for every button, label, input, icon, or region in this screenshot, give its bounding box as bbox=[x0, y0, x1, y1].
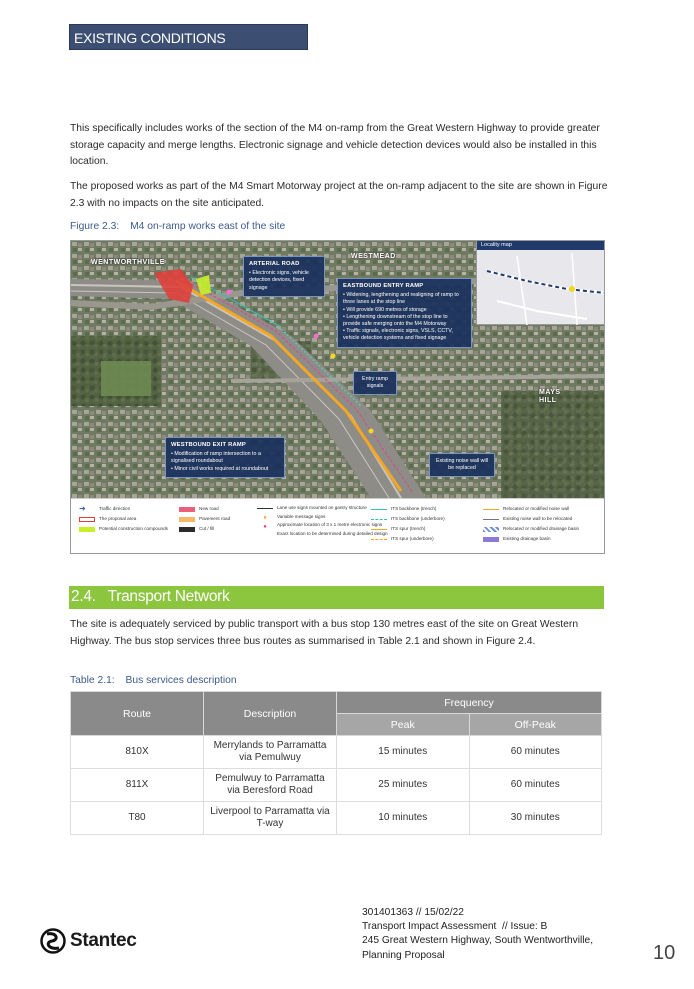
legend-item: Variable message signs bbox=[277, 513, 326, 519]
callout-item: • Traffic signals, electronic signs, VSLS, CCTV, vehicle detection systems and fixed signage bbox=[343, 328, 466, 342]
footer-document-info bbox=[362, 906, 593, 963]
callout-item: • Lengthening downstream of the stop line to provide safe merging onto the M4 Motorway bbox=[343, 314, 466, 328]
section-title: Transport Network bbox=[107, 588, 230, 605]
locality-map-image bbox=[477, 241, 605, 325]
legend-item: Exact location to be determined during detailed design bbox=[277, 530, 388, 536]
locality-map-title: Locality map bbox=[477, 241, 605, 250]
figure-title: M4 on-ramp works east of the site bbox=[130, 221, 286, 232]
cell-description: Merrylands to Parramatta via Pemulwuy bbox=[204, 736, 337, 769]
cell-route: T80 bbox=[71, 802, 204, 835]
cell-peak: 25 minutes bbox=[337, 769, 470, 802]
label-mays-hill: MAYS HILL bbox=[539, 389, 561, 404]
callout-arterial-road bbox=[243, 256, 325, 297]
cell-peak: 15 minutes bbox=[337, 736, 470, 769]
legend-item: ITS spur (trench) bbox=[391, 526, 426, 531]
table-caption bbox=[70, 675, 237, 686]
header-peak: Peak bbox=[337, 714, 470, 736]
section-number: 2.4. bbox=[71, 588, 96, 605]
legend-item: Pavement road bbox=[199, 516, 231, 521]
legend-item: Approximate location of 3 x 1 metre electronic signs bbox=[277, 522, 383, 528]
legend-item: ITS backbone (underbore) bbox=[391, 516, 445, 521]
cell-offpeak: 30 minutes bbox=[469, 802, 602, 835]
page-number: 10 bbox=[653, 942, 676, 964]
cell-offpeak: 60 minutes bbox=[469, 736, 602, 769]
legend-item: Existing noise wall to be relocated bbox=[503, 516, 573, 521]
footer-line: Transport Impact Assessment // Issue: B bbox=[362, 921, 548, 933]
legend-item: Relocated or modified drainage basin bbox=[503, 526, 580, 531]
header-frequency: Frequency bbox=[337, 692, 602, 714]
callout-westbound-title: WESTBOUND EXIT RAMP bbox=[171, 442, 246, 448]
header-description: Description bbox=[204, 692, 337, 736]
brand-name: Stantec bbox=[70, 930, 137, 951]
label-westmead: WESTMEAD bbox=[351, 253, 396, 260]
footer-line: 245 Great Western Highway, South Wentworthville, bbox=[362, 935, 594, 947]
callout-item: • Modification of ramp intersection to a signalised roundabout bbox=[171, 451, 279, 465]
legend-item: ITS backbone (trench) bbox=[391, 506, 437, 511]
bus-services-table bbox=[70, 691, 602, 835]
legend-item: Traffic direction bbox=[99, 506, 131, 511]
legend-column-2 bbox=[179, 504, 230, 534]
figure-caption bbox=[70, 221, 285, 232]
legend-item: Existing drainage basin bbox=[503, 536, 551, 541]
callout-entry-ramp-signals bbox=[353, 371, 397, 395]
callout-arterial-title: ARTERIAL ROAD bbox=[249, 261, 300, 267]
legend-column-3: Lane use signs mounted on gantry structure ● Variable message signs ● Approximate location of 3 x 1 metre electronic signs Exact location to be determined during detailed design bbox=[257, 504, 388, 538]
callout-westbound-exit-ramp bbox=[165, 437, 285, 478]
callout-item: • Widening, lengthening and realigning of ramp to three lanes at the stop line bbox=[343, 292, 466, 306]
callout-item: • Minor civil works required at roundabout bbox=[171, 466, 279, 473]
legend-column-5 bbox=[483, 504, 579, 544]
locality-map bbox=[476, 241, 605, 325]
table-title: Bus services description bbox=[125, 675, 237, 686]
legend-item: Lane use signs mounted on gantry structure bbox=[277, 505, 367, 510]
callout-noise-wall bbox=[429, 453, 495, 477]
table-row bbox=[71, 769, 602, 802]
callout-entry-signals-title: Entry ramp signals bbox=[362, 376, 388, 390]
legend-item: ITS spur (underbore) bbox=[391, 536, 434, 541]
legend-item: Relocated or modified noise wall bbox=[503, 506, 570, 511]
header-route: Route bbox=[71, 692, 204, 736]
cell-offpeak: 60 minutes bbox=[469, 769, 602, 802]
stantec-logo-icon bbox=[40, 928, 66, 954]
footer-line: Planning Proposal bbox=[362, 949, 445, 961]
table-row bbox=[71, 802, 602, 835]
cell-peak: 10 minutes bbox=[337, 802, 470, 835]
legend-column-1: ➜ Traffic direction The proposal area Potential construction compounds bbox=[79, 504, 168, 534]
footer-line: 301401363 // 15/02/22 bbox=[362, 907, 464, 918]
legend-column-4 bbox=[371, 504, 445, 544]
figure-map bbox=[70, 240, 605, 554]
callout-item: • Electronic signs, vehicle detection devices, fixed signage bbox=[249, 270, 319, 292]
cell-description: Liverpool to Parramatta via T-way bbox=[204, 802, 337, 835]
callout-item: • Will provide 690 metres of storage bbox=[343, 307, 466, 314]
stantec-logo bbox=[40, 928, 137, 954]
header-offpeak: Off-Peak bbox=[469, 714, 602, 736]
legend-item: Cut / fill bbox=[199, 526, 215, 531]
label-wentworthville: WENTWORTHVILLE bbox=[91, 259, 165, 266]
callout-eastbound-title: EASTBOUND ENTRY RAMP bbox=[343, 283, 424, 289]
callout-noise-wall-title: Existing noise wall will be replaced bbox=[435, 458, 489, 472]
figure-number: Figure 2.3: bbox=[70, 221, 120, 232]
paragraph-smart-motorway: The proposed works as part of the M4 Smart Motorway project at the on-ramp adjacent to the site are shown in Figure 2.3 with no impacts on the site anticipated. bbox=[70, 181, 608, 209]
table-number: Table 2.1: bbox=[70, 675, 115, 686]
paragraph-m4-onramp: This specifically includes works of the section of the M4 on-ramp from the Great Western Highway to provide greater storage capacity and merge lengths. Electronic signage and vehicle detection devices would also be installed in this location. bbox=[70, 123, 600, 167]
section-heading-transport-network bbox=[69, 586, 604, 609]
table-row bbox=[71, 736, 602, 769]
aerial-map bbox=[71, 241, 605, 498]
cell-route: 811X bbox=[71, 769, 204, 802]
section-header: EXISTING CONDITIONS bbox=[69, 24, 308, 50]
callout-eastbound-entry-ramp bbox=[337, 278, 472, 348]
figure-legend bbox=[71, 498, 605, 554]
legend-item: New road bbox=[199, 506, 219, 511]
legend-item: The proposal area bbox=[99, 516, 137, 521]
paragraph-public-transport: The site is adequately serviced by public transport with a bus stop 130 metres east of the site on Great Western Highway. The bus stop services three bus routes as summarised in Table 2.1 and shown in Figure 2.4. bbox=[70, 619, 579, 647]
legend-item: Potential construction compounds bbox=[99, 526, 168, 531]
cell-route: 810X bbox=[71, 736, 204, 769]
cell-description: Pemulwuy to Parramatta via Beresford Road bbox=[204, 769, 337, 802]
